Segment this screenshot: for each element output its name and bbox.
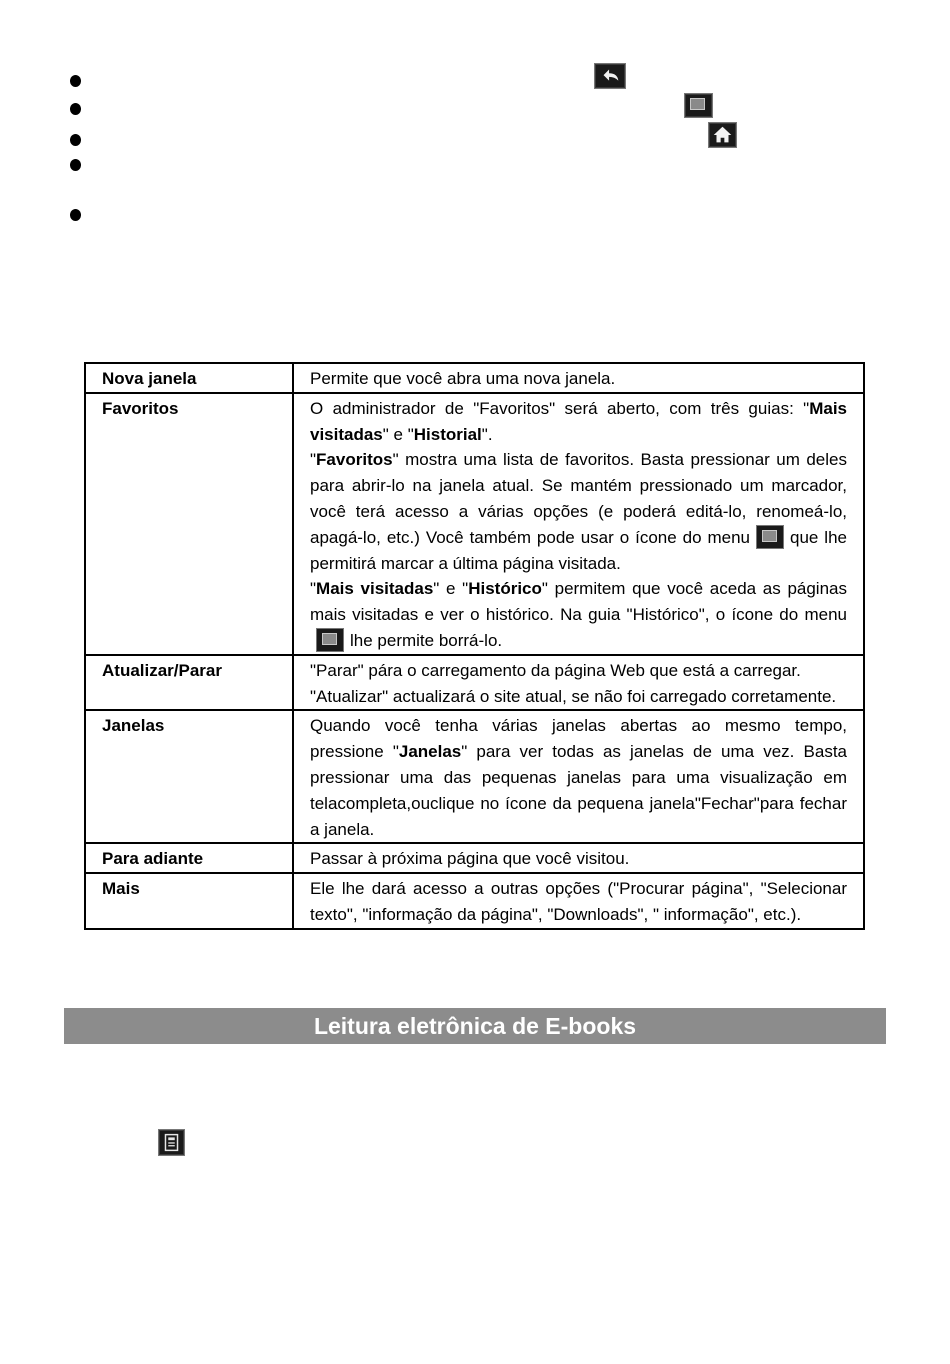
- table-row: [85, 655, 864, 711]
- home-icon: [708, 122, 737, 148]
- table-row: [85, 710, 864, 843]
- features-table: [84, 362, 865, 930]
- table-row: [85, 393, 864, 655]
- bullet-4: [70, 159, 81, 171]
- bullet-3: [70, 134, 81, 146]
- bullet-1: [70, 75, 81, 87]
- back-arrow-icon: [594, 63, 626, 89]
- row-key: Favoritos: [85, 393, 293, 655]
- table-row: [85, 363, 864, 393]
- ebook-reader-icon: [158, 1129, 185, 1156]
- favoritos-paragraph-2: "Favoritos" mostra uma lista de favoritos. Basta pressionar um deles para abrir-lo na janela atual. Se mantém pressionado um marcador, você terá acesso a várias opções (e poderá editá-lo, renomeá-lo, apagá-lo, etc.) Você também pode usar o ícone do menu que lhe permitirá marcar a última página visitada.: [310, 450, 847, 573]
- row-value: Passar à próxima página que você visitou.: [293, 843, 864, 873]
- bullet-5: [70, 209, 81, 221]
- row-value: Permite que você abra uma nova janela.: [293, 363, 864, 393]
- row-key: Mais: [85, 873, 293, 929]
- row-key: Nova janela: [85, 363, 293, 393]
- favoritos-paragraph-1: O administrador de "Favoritos" será aberto, com três guias: "Mais visitadas" e "Historial".: [310, 398, 847, 444]
- row-key: Atualizar/Parar: [85, 655, 293, 711]
- favoritos-paragraph-3: "Mais visitadas" e "Histórico" permitem que você aceda as páginas mais visitadas e ver o histórico. Na guia "Histórico", o ícone do menu lhe permite borrá-lo.: [310, 579, 847, 650]
- menu-square-icon: [756, 525, 784, 549]
- row-key: Janelas: [85, 710, 293, 843]
- menu-square-icon: [316, 628, 344, 652]
- table-row: [85, 843, 864, 873]
- section-title: Leitura eletrônica de E-books: [64, 1008, 886, 1044]
- table-row: [85, 873, 864, 929]
- row-value: [293, 393, 864, 655]
- row-value: Quando você tenha várias janelas abertas ao mesmo tempo, pressione "Janelas" para ver todas as janelas de uma vez. Basta pressionar uma das pequenas janelas para uma visualização em telacompleta,ouclique no ícone da pequena janela"Fechar"para fechar a janela.: [293, 710, 864, 843]
- row-value: Ele lhe dará acesso a outras opções ("Procurar página", "Selecionar texto", "informação da página", "Downloads", " informação", etc.).: [293, 873, 864, 929]
- row-key: Para adiante: [85, 843, 293, 873]
- menu-square-icon: [684, 93, 713, 118]
- row-value: "Parar" pára o carregamento da página Web que está a carregar. "Atualizar" actualizará o site atual, se não foi carregado corretamente.: [293, 655, 864, 711]
- bullet-2: [70, 103, 81, 115]
